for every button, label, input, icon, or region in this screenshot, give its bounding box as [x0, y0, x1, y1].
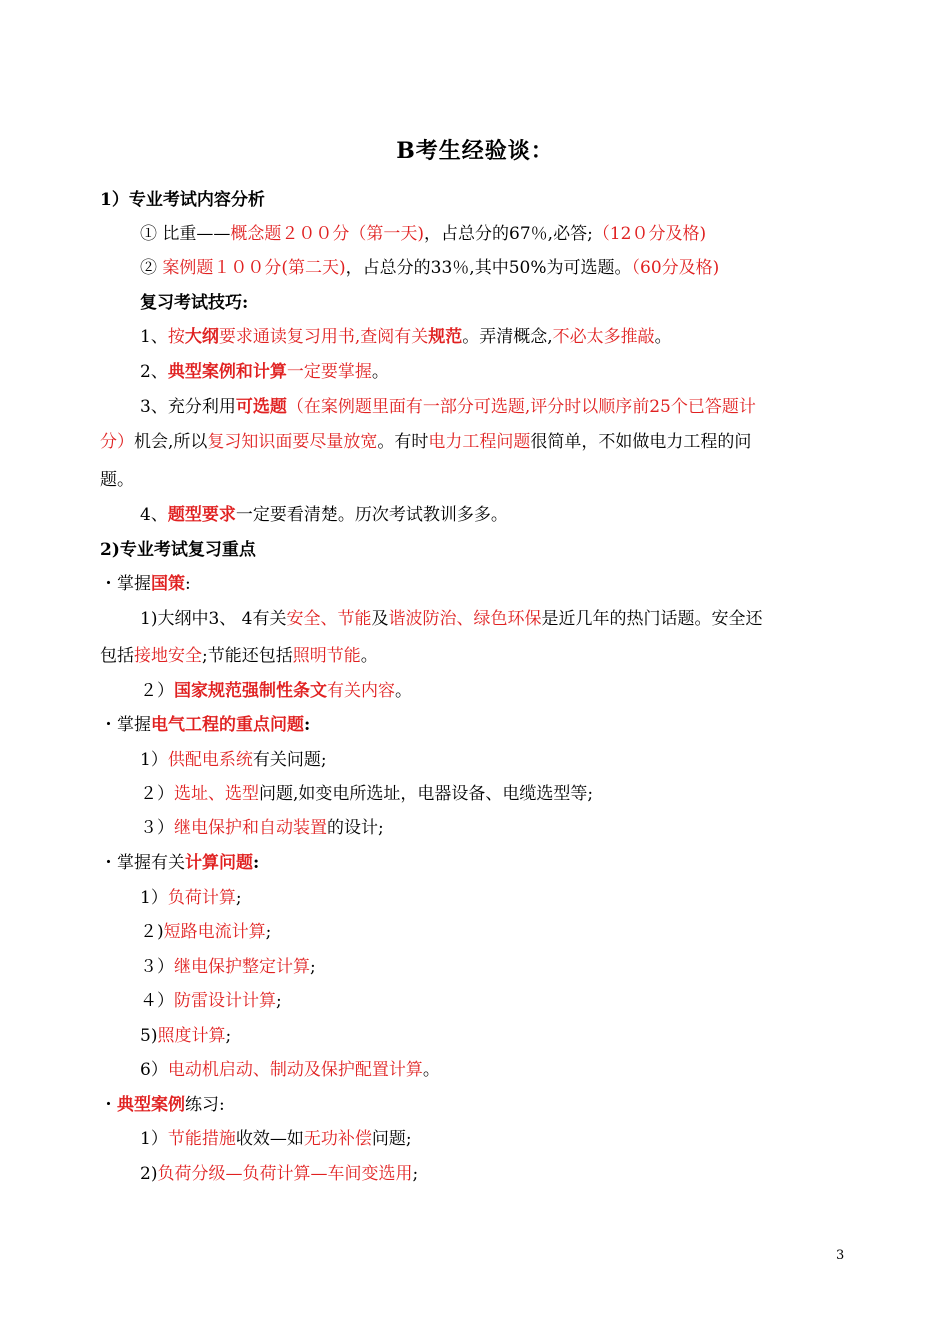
text-line: [100, 468, 134, 492]
text-segment: 供配电系统: [167, 750, 253, 770]
text-segment: 要求通读复习用书,查阅有关: [218, 327, 429, 347]
text-segment: ・掌握: [100, 574, 151, 594]
text-segment: 有关问题;: [252, 750, 327, 770]
text-line: [100, 538, 256, 562]
text-segment: 典型案例和计算: [167, 362, 287, 382]
text-segment: ;: [235, 888, 242, 908]
text-line: [140, 748, 327, 772]
text-segment: 是近几年的热门话题。安全还: [541, 609, 763, 629]
text-segment: 复习知识面要尽量放宽: [207, 432, 378, 452]
text-line: [140, 395, 756, 419]
text-segment: 负荷计算: [167, 888, 236, 908]
text-segment: 。弄清概念,: [462, 327, 553, 347]
text-segment: 计算问题: [185, 853, 253, 873]
text-segment: 安全、节能: [286, 609, 372, 629]
text-segment: 谐波防治、绿色环保: [388, 609, 542, 629]
text-line: [140, 325, 672, 349]
text-line: [140, 886, 242, 910]
text-segment: 概念题２００分（第一天): [230, 224, 425, 244]
text-segment: ２): [140, 922, 164, 942]
text-segment: 1)大纲中3、 4有关: [140, 609, 287, 629]
text-line: [140, 256, 719, 280]
text-segment: 包括: [100, 646, 134, 666]
text-segment: ① 比重——: [140, 224, 231, 244]
page-title: B考生经验谈：: [396, 138, 554, 164]
text-segment: 节能措施: [167, 1129, 236, 1149]
text-segment: 国策: [151, 574, 185, 594]
text-segment: 电动机启动、制动及保护配置计算: [167, 1060, 423, 1080]
text-segment: 收效—如: [235, 1129, 304, 1149]
text-segment: 有关内容: [327, 681, 395, 701]
text-segment: 。: [360, 646, 378, 666]
text-segment: :: [304, 715, 311, 735]
text-segment: ２）: [140, 784, 174, 804]
text-segment: ・掌握: [100, 715, 151, 735]
text-segment: ３）: [140, 957, 174, 977]
text-segment: ，占总分的67％,必答;: [424, 224, 593, 244]
text-segment: 。: [422, 1060, 440, 1080]
text-segment: 电力工程问题: [428, 432, 531, 452]
text-segment: 的设计;: [327, 818, 384, 838]
text-segment: 。: [371, 362, 389, 382]
text-segment: 照度计算: [157, 1026, 226, 1046]
text-segment: 不必太多推敲: [552, 327, 655, 347]
text-segment: ・掌握有关: [100, 853, 185, 873]
text-segment: 防雷设计计算: [174, 991, 276, 1011]
text-segment: 机会,所以: [134, 432, 208, 452]
text-segment: 3、充分利用: [140, 397, 236, 417]
text-line: [140, 989, 282, 1013]
text-segment: 国家规范强制性条文: [174, 681, 327, 701]
text-line: [140, 816, 384, 840]
text-segment: 选址、选型: [174, 784, 259, 804]
text-line: [100, 851, 259, 875]
text-segment: 1）: [140, 888, 168, 908]
text-line: [100, 713, 310, 737]
text-line: [140, 503, 508, 527]
text-segment: ;: [225, 1026, 232, 1046]
text-segment: 典型案例: [117, 1095, 185, 1115]
text-segment: 继电保护整定计算: [174, 957, 310, 977]
text-line: [100, 430, 751, 454]
text-segment: 可选题: [235, 397, 287, 417]
text-segment: （在案例题里面有一部分可选题,评分时以顺序前25个已答题计: [286, 397, 756, 417]
text-line: [140, 679, 412, 703]
text-segment: 大纲: [184, 327, 219, 347]
text-segment: ;: [310, 957, 316, 977]
text-segment: :: [253, 853, 260, 873]
text-line: [100, 644, 378, 668]
text-segment: 问题;: [371, 1129, 412, 1149]
text-line: [140, 607, 762, 631]
text-segment: 6）: [140, 1060, 168, 1080]
text-segment: 。: [395, 681, 412, 701]
text-segment: ，占总分的33％,其中50%为可选题。: [345, 258, 632, 278]
text-line: [140, 955, 316, 979]
text-segment: 一定要看清楚。历次考试教训多多。: [235, 505, 508, 525]
text-segment: ３）: [140, 818, 174, 838]
text-segment: 规范: [428, 327, 463, 347]
text-line: [140, 1024, 231, 1048]
text-segment: 2): [140, 1164, 158, 1184]
text-segment: 4、: [140, 505, 168, 525]
text-segment: 2)专业考试复习重点: [100, 540, 256, 560]
text-segment: 继电保护和自动装置: [174, 818, 327, 838]
text-segment: 。: [654, 327, 672, 347]
text-segment: ;节能还包括: [202, 646, 293, 666]
text-segment: :: [185, 574, 191, 594]
text-segment: 1）: [140, 750, 168, 770]
text-segment: 负荷分级—负荷计算—车间变选用: [157, 1164, 413, 1184]
text-segment: 复习考试技巧:: [140, 293, 249, 313]
text-segment: 电气工程的重点问题: [151, 715, 304, 735]
text-segment: 按: [167, 327, 185, 347]
text-segment: 1）: [140, 1129, 168, 1149]
text-segment: 很简单，不如做电力工程的问: [530, 432, 752, 452]
text-segment: 案例题１００分(第二天): [162, 258, 346, 278]
text-segment: ４）: [140, 991, 174, 1011]
text-segment: 短路电流计算: [163, 922, 266, 942]
text-segment: 无功补偿: [303, 1129, 372, 1149]
text-segment: 1、: [140, 327, 168, 347]
text-segment: ;: [265, 922, 272, 942]
text-segment: ;: [276, 991, 282, 1011]
text-segment: 1）专业考试内容分析: [100, 190, 265, 210]
text-segment: 5): [140, 1026, 158, 1046]
text-line: [100, 188, 265, 212]
text-segment: ２）: [140, 681, 174, 701]
text-line: [100, 1093, 225, 1117]
text-segment: 及: [371, 609, 389, 629]
text-segment: 2、: [140, 362, 168, 382]
text-line: [140, 1127, 412, 1151]
text-segment: （12０分及格): [592, 224, 707, 244]
text-line: [100, 572, 191, 596]
text-segment: 接地安全: [134, 646, 202, 666]
page-number: 3: [836, 1248, 845, 1263]
text-segment: 题型要求: [167, 505, 236, 525]
text-segment: ②: [140, 258, 163, 278]
text-line: [140, 360, 389, 384]
text-segment: 照明节能: [292, 646, 361, 666]
text-line: [140, 920, 271, 944]
text-segment: ;: [412, 1164, 419, 1184]
text-segment: 一定要掌握: [286, 362, 372, 382]
text-line: [140, 291, 248, 315]
text-segment: 。有时: [377, 432, 429, 452]
text-segment: （60分及格): [631, 258, 720, 278]
text-segment: 问题,如变电所选址，电器设备、电缆选型等;: [259, 784, 594, 804]
text-line: [140, 1058, 440, 1082]
text-line: [140, 782, 593, 806]
text-line: [140, 222, 706, 246]
text-segment: 题。: [100, 470, 134, 490]
text-segment: ・: [100, 1095, 117, 1115]
text-segment: 练习:: [185, 1095, 225, 1115]
text-line: [140, 1162, 418, 1186]
text-segment: 分）: [100, 432, 134, 452]
